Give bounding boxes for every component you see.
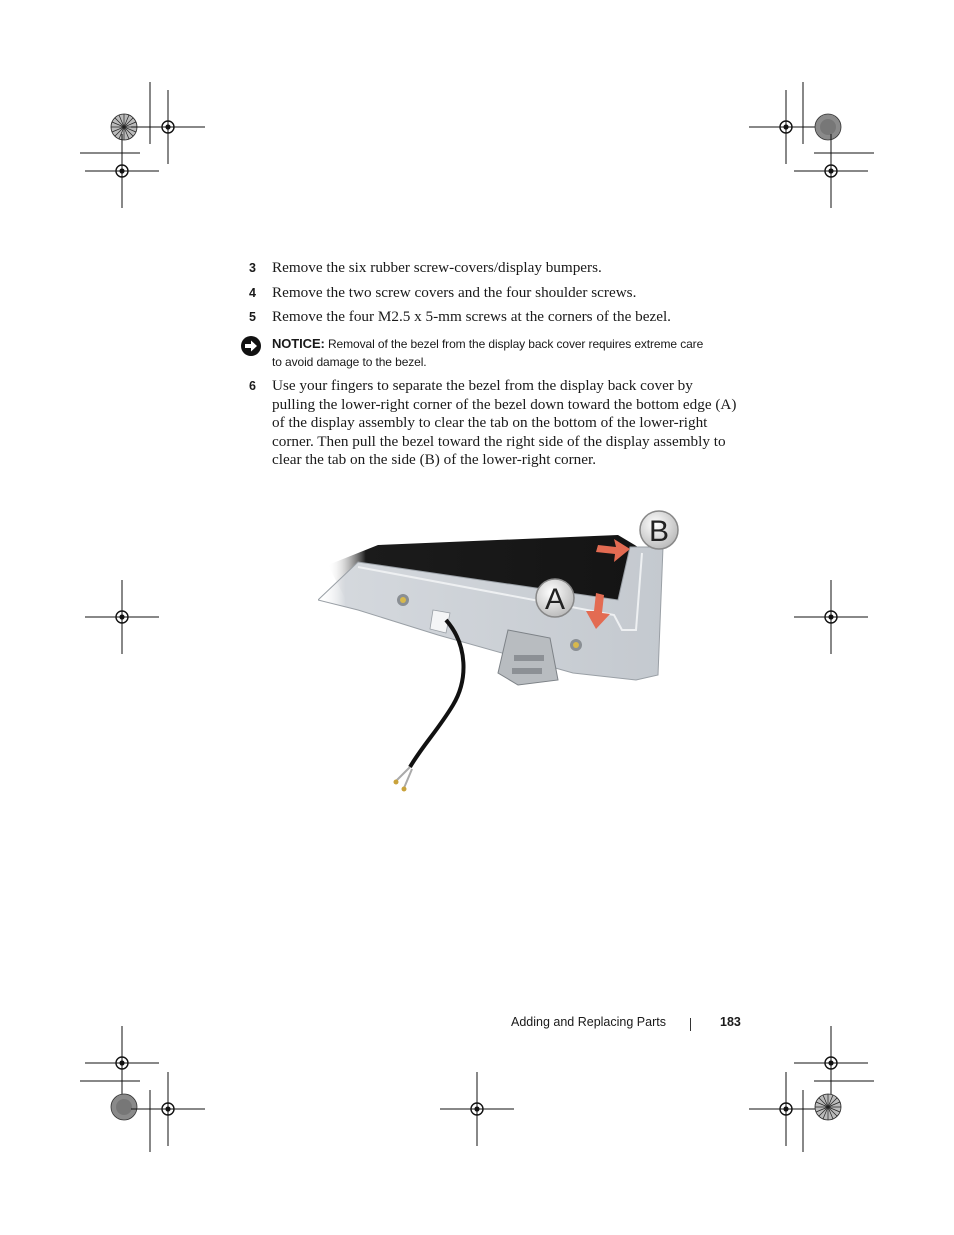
crosshair-icon	[749, 1072, 823, 1146]
crosshair-icon	[131, 1072, 205, 1146]
crosshair-icon	[794, 134, 868, 208]
notice-line-2: to avoid damage to the bezel.	[272, 355, 427, 369]
svg-text:A: A	[544, 583, 566, 616]
gray-dot-icon	[111, 1094, 137, 1120]
page-number: 183	[720, 1015, 741, 1029]
step-number: 6	[249, 379, 256, 393]
notice-label: NOTICE:	[272, 336, 325, 351]
callout-b	[640, 511, 678, 549]
display-cable	[410, 620, 463, 767]
step-5	[249, 308, 739, 327]
bezel-removal-figure	[318, 505, 688, 795]
svg-text:B: B	[648, 515, 670, 548]
crosshair-icon	[85, 580, 159, 654]
step-3	[249, 259, 739, 278]
footer-divider	[690, 1018, 691, 1031]
step-text: Remove the two screw covers and the four shoulder screws.	[272, 284, 637, 301]
crosshair-icon	[131, 90, 205, 164]
step-number: 5	[249, 310, 256, 324]
step-text: Remove the six rubber screw-covers/display bumpers.	[272, 259, 602, 276]
callout-a	[536, 579, 574, 617]
gray-dot-icon	[815, 114, 841, 140]
star-mark-icon	[815, 1094, 841, 1120]
crosshair-icon	[794, 1026, 868, 1100]
step-text: Use your fingers to separate the bezel from the display back cover by pulling the lower-right corner of the bezel down toward the bottom edge (A) of the display assembly to clear the tab on the bottom of the lower-right corner. Then pull the bezel toward the right side of the display assembly to clear the tab on the side (B) of the lower-right corner.	[272, 377, 737, 469]
crosshair-icon	[85, 1026, 159, 1100]
step-number: 4	[249, 286, 256, 300]
crosshair-icon	[85, 134, 159, 208]
crosshair-icon	[794, 580, 868, 654]
notice-box	[240, 335, 740, 371]
step-text: Remove the four M2.5 x 5-mm screws at the corners of the bezel.	[272, 308, 671, 325]
notice-text: Removal of the bezel from the display back cover requires extreme care	[327, 337, 704, 351]
footer-section-title: Adding and Replacing Parts	[511, 1015, 666, 1029]
notice-line-1	[272, 335, 740, 353]
step-4	[249, 284, 739, 303]
step-6	[249, 377, 739, 470]
notice-arrow-icon	[240, 335, 262, 357]
step-number: 3	[249, 261, 256, 275]
crosshair-icon	[749, 90, 823, 164]
crosshair-icon	[440, 1072, 514, 1146]
